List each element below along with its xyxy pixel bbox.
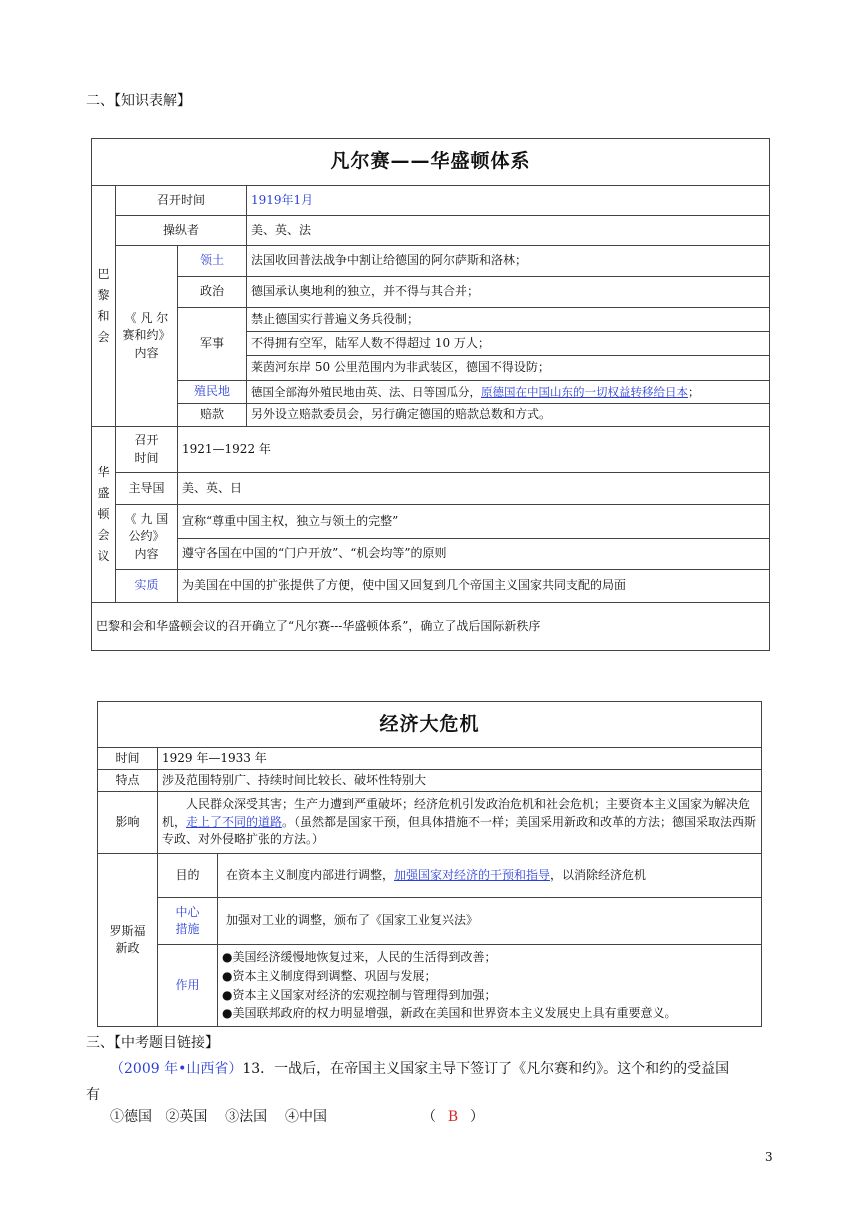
paris-controllers-label: 操纵者 bbox=[116, 216, 247, 246]
exam-question bbox=[110, 1058, 729, 1078]
politics-value: 德国承认奥地利的独立，并不得与其合并； bbox=[247, 277, 770, 308]
colonies-value: 德国全部海外殖民地由英、法、日等国瓜分，原德国在中国山东的一切权益转移给日本； bbox=[247, 381, 770, 404]
answer-bracket: （ B ） bbox=[422, 1109, 484, 1125]
washington-leaders-value: 美、英、日 bbox=[178, 473, 770, 505]
essence-value: 为美国在中国的扩张提供了方便，使中国又回复到几个帝国主义国家共同支配的局面 bbox=[178, 570, 770, 603]
essence-label: 实质 bbox=[116, 570, 178, 603]
paris-controllers-value: 美、英、法 bbox=[247, 216, 770, 246]
politics-label: 政治 bbox=[178, 277, 247, 308]
economic-crisis-table bbox=[97, 701, 762, 1027]
versailles-treaty-label: 《 凡 尔 赛和约》 内容 bbox=[116, 246, 178, 427]
question-options: ①德国 ②英国 ③法国 ④中国 bbox=[110, 1109, 327, 1125]
effect-item: ●美国经济缓慢地恢复过来，人民的生活得到改善； bbox=[222, 950, 497, 965]
territory-value: 法国收回普法战争中割让给德国的阿尔萨斯和洛林； bbox=[247, 246, 770, 277]
paris-conference-label: 巴 黎 和 会 bbox=[92, 186, 116, 427]
washington-time-label: 召开 时间 bbox=[116, 427, 178, 473]
washington-leaders-label: 主导国 bbox=[116, 473, 178, 505]
answer-value: B bbox=[447, 1109, 459, 1125]
crisis-time-value: 1929 年—1933 年 bbox=[158, 748, 762, 770]
section-heading-exam-links: 三、【中考题目链接】 bbox=[86, 1035, 219, 1051]
new-deal-effect-label: 作用 bbox=[158, 945, 218, 1027]
effect-item: ●美国联邦政府的权力明显增强，新政在美国和世界资本主义发展史上具有重要意义。 bbox=[222, 1006, 677, 1021]
military-value: 不得拥有空军，陆军人数不得超过 10 万人； bbox=[247, 332, 770, 356]
table-title: 凡尔赛——华盛顿体系 bbox=[92, 139, 770, 186]
reparations-label: 赔款 bbox=[178, 404, 247, 427]
question-source: （2009 年•山西省） bbox=[110, 1061, 243, 1077]
new-deal-goal-value: 在资本主义制度内部进行调整，加强国家对经济的干预和指导，以消除经济危机 bbox=[218, 854, 762, 898]
military-value: 禁止德国实行普遍义务兵役制； bbox=[247, 308, 770, 332]
question-text-continued: 有 bbox=[86, 1087, 100, 1103]
new-deal-measure-value: 加强对工业的调整，颁布了《国家工业复兴法》 bbox=[218, 898, 762, 945]
new-deal-measure-label: 中心 措施 bbox=[158, 898, 218, 945]
paris-time-value: 1919年1月 bbox=[247, 186, 770, 216]
crisis-features-value: 涉及范围特别广、持续时间比较长、破坏性特别大 bbox=[158, 770, 762, 792]
table-summary: 巴黎和会和华盛顿会议的召开确立了“凡尔赛---华盛顿体系”，确立了战后国际新秩序 bbox=[92, 603, 770, 651]
question-text: 13．一战后，在帝国主义国家主导下签订了《凡尔赛和约》。这个和约的受益国 bbox=[242, 1061, 730, 1077]
reparations-value: 另外设立赔款委员会，另行确定德国的赔款总数和方式。 bbox=[247, 404, 770, 427]
new-deal-effect-list bbox=[218, 945, 762, 1027]
washington-conference-label: 华 盛 顿 会 议 bbox=[92, 427, 116, 603]
crisis-impact-value: 人民群众深受其害；生产力遭到严重破坏；经济危机引发政治危机和社会危机；主要资本主义国家为解决危机，走上了不同的道路。（虽然都是国家干预，但具体措施不一样；美国采用新政和改革的方法；德国采取法西斯专政、对外侵略扩张的方法。） bbox=[158, 792, 762, 854]
washington-time-value: 1921—1922 年 bbox=[178, 427, 770, 473]
new-deal-goal-label: 目的 bbox=[158, 854, 218, 898]
new-deal-label: 罗斯福 新政 bbox=[98, 854, 158, 1027]
versailles-washington-table bbox=[91, 138, 770, 651]
effect-item: ●资本主义国家对经济的宏观控制与管理得到加强； bbox=[222, 987, 497, 1002]
section-heading-knowledge: 二、【知识表解】 bbox=[86, 93, 191, 109]
military-value: 莱茵河东岸 50 公里范围内为非武装区，德国不得设防； bbox=[247, 356, 770, 381]
page-number: 3 bbox=[765, 1150, 773, 1164]
crisis-features-label: 特点 bbox=[98, 770, 158, 792]
nine-power-treaty-label: 《 九 国 公约》 内容 bbox=[116, 505, 178, 570]
effect-item: ●资本主义制度得到调整、巩固与发展； bbox=[222, 968, 437, 983]
crisis-time-label: 时间 bbox=[98, 748, 158, 770]
colonies-label: 殖民地 bbox=[178, 381, 247, 404]
paris-time-label: 召开时间 bbox=[116, 186, 247, 216]
crisis-impact-label: 影响 bbox=[98, 792, 158, 854]
nine-power-treaty-value: 宣称“尊重中国主权，独立与领土的完整” bbox=[178, 505, 770, 539]
territory-label: 领土 bbox=[178, 246, 247, 277]
military-label: 军事 bbox=[178, 308, 247, 381]
table-title: 经济大危机 bbox=[98, 702, 762, 748]
nine-power-treaty-value: 遵守各国在中国的“门户开放”、“机会均等”的原则 bbox=[178, 539, 770, 570]
